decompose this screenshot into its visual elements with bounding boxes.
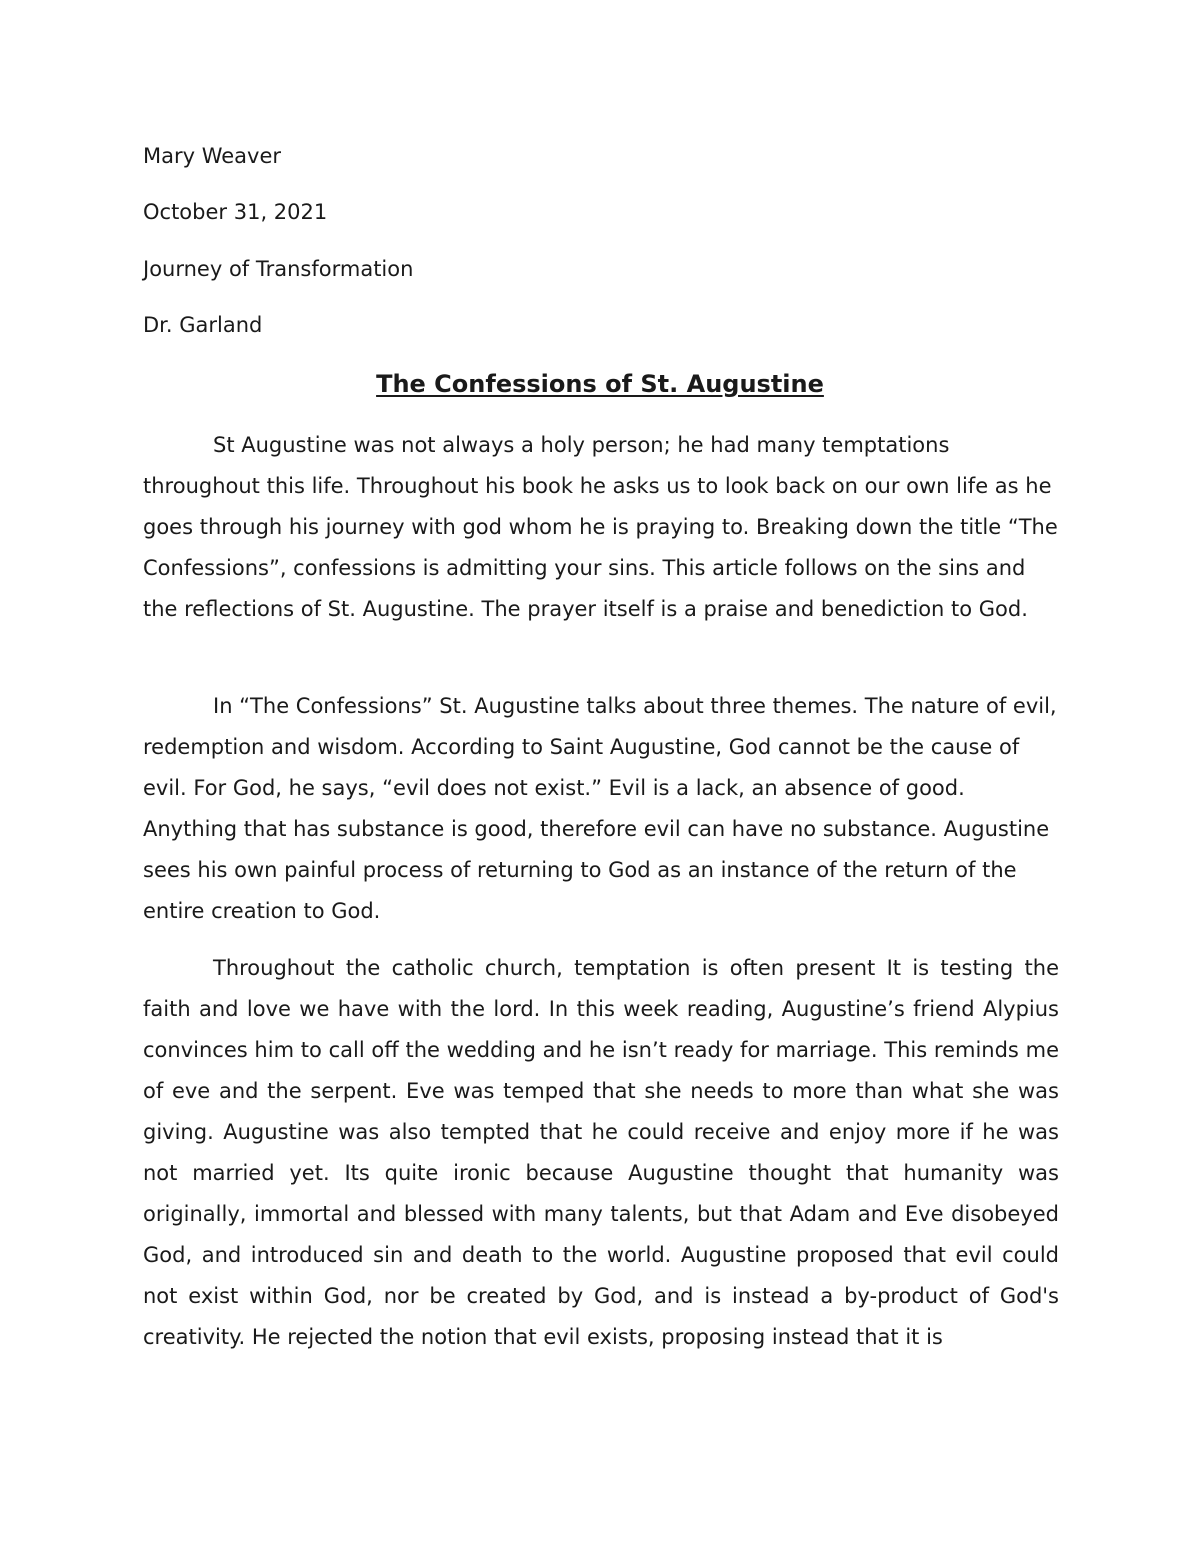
body-paragraph-1: St Augustine was not always a holy person; he had many temptations throughout this life. Throughout his book he asks us to look back on our own life as he goes through his journey with god whom he is praying to. Breaking down the title “The Confessions”, confessions is admitting your sins. This article follows on the sins and the reflections of St. Augustine. The prayer itself is a praise and benediction to God.: [143, 433, 1058, 621]
document-date: October 31, 2021: [143, 200, 328, 224]
body-paragraph-2: In “The Confessions” St. Augustine talks about three themes. The nature of evil, redemption and wisdom. According to Saint Augustine, God cannot be the cause of evil. For God, he says, “evil does not exist.” Evil is a lack, an absence of good. Anything that has substance is good, therefore evil can have no substance. Augustine sees his own painful process of returning to God as an instance of the return of the entire creation to God.: [143, 694, 1057, 923]
document-title: The Confessions of St. Augustine: [376, 370, 824, 398]
author-name: Mary Weaver: [143, 144, 282, 168]
course-name: Journey of Transformation: [143, 257, 414, 281]
body-paragraph-3: Throughout the catholic church, temptation is often present It is testing the faith and love we have with the lord. In this week reading, Augustine’s friend Alypius convinces him to call off the wedding and he isn’t ready for marriage. This reminds me of eve and the serpent. Eve was temped that she needs to more than what she was giving. Augustine was also tempted that he could receive and enjoy more if he was not married yet. Its quite ironic because Augustine thought that humanity was originally, immortal and blessed with many talents, but that Adam and Eve disobeyed God, and introduced sin and death to the world. Augustine proposed that evil could not exist within God, nor be created by God, and is instead a by-product of God's creativity. He rejected the notion that evil exists, proposing instead that it is: [143, 956, 1059, 1349]
instructor-name: Dr. Garland: [143, 313, 263, 337]
